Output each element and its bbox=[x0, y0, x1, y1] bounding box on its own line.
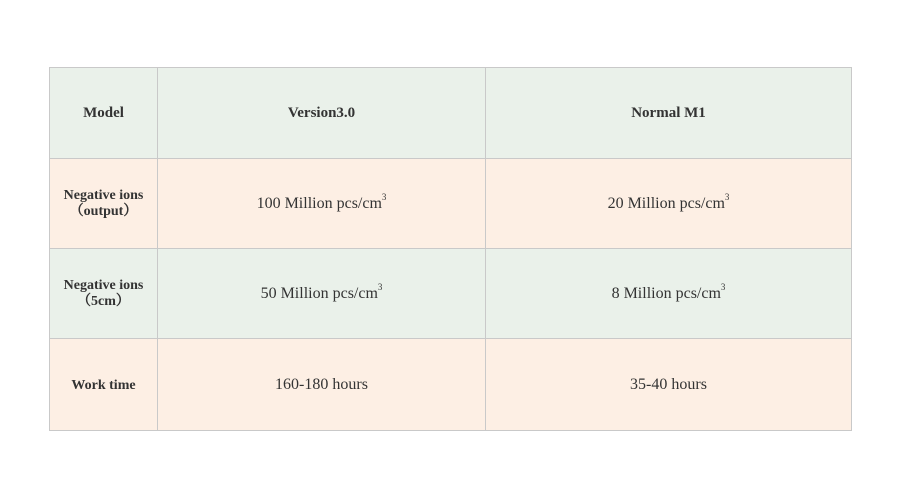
header-version-label: Version3.0 bbox=[287, 105, 356, 121]
value-cell-normal bbox=[486, 249, 852, 339]
row-label-line1: Negative ions bbox=[63, 187, 144, 203]
value-text: 100 Million pcs/cm bbox=[256, 194, 382, 212]
row-label-line2: （5cm） bbox=[77, 293, 130, 309]
value-cell-version bbox=[158, 249, 486, 339]
value-superscript: 3 bbox=[720, 281, 726, 292]
header-version-cell bbox=[158, 68, 486, 159]
table-row-negative-ions-output bbox=[50, 159, 852, 249]
row-label-line1: Negative ions bbox=[63, 277, 144, 293]
value-cell-version bbox=[158, 339, 486, 431]
row-label bbox=[50, 278, 157, 310]
row-label-cell bbox=[50, 159, 158, 249]
comparison-table bbox=[49, 67, 852, 431]
table-row-work-time bbox=[50, 339, 852, 431]
header-normal-cell bbox=[486, 68, 852, 159]
value-superscript: 3 bbox=[724, 191, 730, 202]
header-model-cell bbox=[50, 68, 158, 159]
header-normal-label: Normal M1 bbox=[631, 105, 706, 121]
header-model-label: Model bbox=[83, 105, 124, 121]
row-label-cell bbox=[50, 339, 158, 431]
table-header-row bbox=[50, 68, 852, 159]
value-superscript: 3 bbox=[381, 191, 387, 202]
value-text: 20 Million pcs/cm bbox=[607, 194, 725, 212]
row-label-cell bbox=[50, 249, 158, 339]
value-cell-version bbox=[158, 159, 486, 249]
value-text: 160-180 hours bbox=[275, 375, 368, 393]
value-cell-normal bbox=[486, 159, 852, 249]
value-text: 35-40 hours bbox=[630, 375, 707, 393]
value-text: 8 Million pcs/cm bbox=[611, 284, 721, 302]
value-cell-normal bbox=[486, 339, 852, 431]
value-text: 50 Million pcs/cm bbox=[260, 284, 378, 302]
table-row-negative-ions-5cm bbox=[50, 249, 852, 339]
row-label bbox=[50, 188, 157, 220]
value-superscript: 3 bbox=[377, 281, 383, 292]
row-label: Work time bbox=[71, 377, 136, 393]
row-label-line2: （output） bbox=[69, 203, 138, 219]
